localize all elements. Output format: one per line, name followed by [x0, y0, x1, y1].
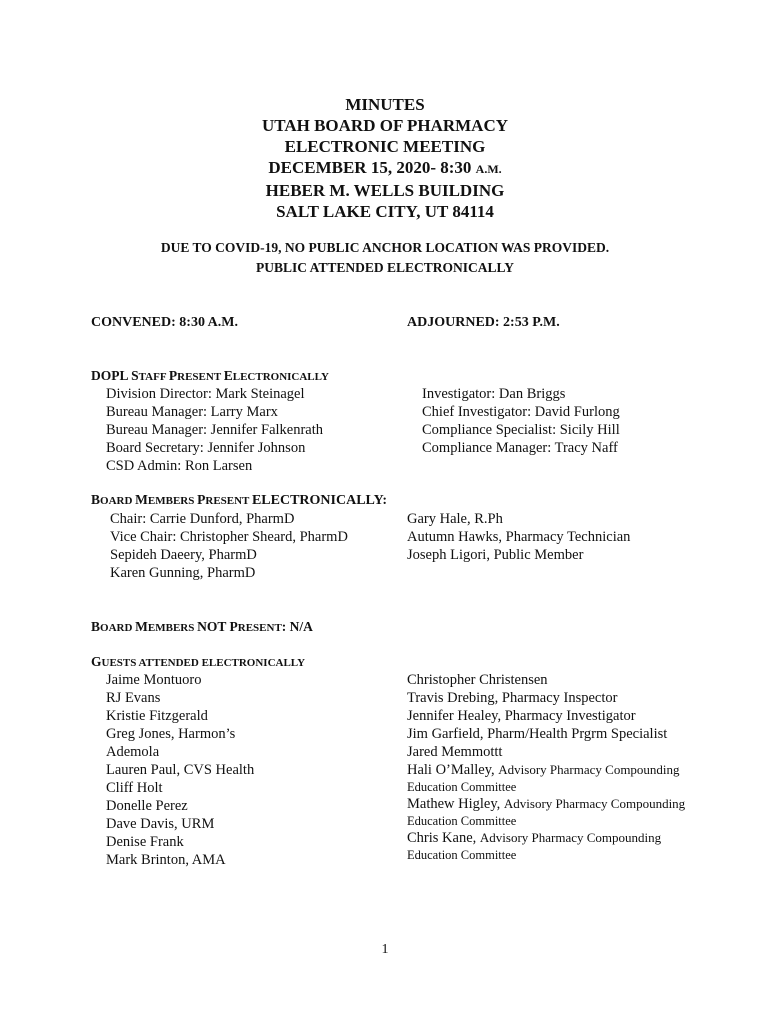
title-line: UTAH BOARD OF PHARMACY	[261, 116, 508, 135]
staff-member: Division Director: Mark Steinagel	[106, 386, 305, 402]
board-member: Vice Chair: Christopher Sheard, PharmD	[110, 529, 348, 545]
staff-member: Bureau Manager: Jennifer Falkenrath	[106, 422, 324, 438]
location-line: HEBER M. WELLS BUILDING	[265, 181, 505, 200]
guest-role-cont: Education Committee	[407, 814, 517, 828]
guest: Kristie Fitzgerald	[106, 708, 208, 724]
board-member: Sepideh Daeery, PharmD	[110, 547, 257, 563]
staff-list-left	[106, 385, 323, 475]
guest-compound	[407, 795, 685, 829]
heading-part: NOT P	[197, 619, 238, 634]
guest: Jennifer Healey, Pharmacy Investigator	[407, 708, 636, 724]
heading-part: B	[91, 619, 101, 634]
notice-line: PUBLIC ATTENDED ELECTRONICALLY	[255, 260, 515, 275]
guest-role-cont: Education Committee	[407, 780, 517, 794]
board-member: Joseph Ligori, Public Member	[407, 547, 584, 563]
covid-notice	[0, 238, 770, 278]
staff-member: CSD Admin: Ron Larsen	[106, 458, 253, 474]
guest-compound	[407, 761, 685, 795]
staff-member: Compliance Manager: Tracy Naff	[422, 440, 618, 456]
heading-part: : N/A	[281, 619, 313, 634]
guest: Travis Drebing, Pharmacy Inspector	[407, 690, 618, 706]
heading-part: M	[135, 492, 148, 507]
guest: Christopher Christensen	[407, 672, 548, 688]
heading-part: RESENT	[205, 495, 252, 507]
board-member: Karen Gunning, PharmD	[110, 565, 256, 581]
meeting-date	[0, 157, 770, 180]
guest-role-cont: Education Committee	[407, 848, 517, 862]
board-member: Chair: Carrie Dunford, PharmD	[110, 511, 295, 527]
guest-compound	[407, 829, 685, 863]
guest-list-left	[106, 671, 254, 869]
date-ampm: A.M.	[475, 162, 502, 176]
guest-name: Chris Kane,	[407, 830, 480, 846]
heading-part: UESTS ATTENDED ELECTRONICALLY	[101, 657, 306, 669]
convened-time: CONVENED: 8:30 A.M.	[91, 315, 238, 330]
heading-part: EMBERS	[147, 495, 198, 507]
heading-part: P	[197, 492, 206, 507]
guest: Donelle Perez	[106, 798, 188, 814]
heading-part: G	[91, 654, 102, 669]
heading-part: EMBERS	[147, 622, 198, 634]
guest: Mark Brinton, AMA	[106, 852, 226, 868]
board-list-left	[110, 510, 348, 582]
guest: Lauren Paul, CVS Health	[106, 762, 255, 778]
guest: Denise Frank	[106, 834, 184, 850]
title-line: ELECTRONIC MEETING	[284, 137, 486, 156]
date-text: DECEMBER 15, 2020- 8:30	[268, 158, 476, 177]
guest: Dave Davis, URM	[106, 816, 215, 832]
document-title	[0, 94, 770, 222]
board-member: Gary Hale, R.Ph	[407, 511, 503, 527]
guest-name: Hali O’Malley,	[407, 762, 499, 778]
heading-part: TAFF	[138, 371, 169, 383]
staff-member: Bureau Manager: Larry Marx	[106, 404, 278, 420]
title-line: MINUTES	[345, 95, 425, 114]
heading-part: RESENT	[177, 371, 224, 383]
staff-list-right	[422, 385, 620, 457]
page-number: 1	[381, 942, 389, 957]
guest: Jared Memmottt	[407, 744, 503, 760]
staff-member: Chief Investigator: David Furlong	[422, 404, 620, 420]
heading-part: OARD	[100, 495, 136, 507]
guests-heading	[91, 654, 305, 670]
staff-member: Investigator: Dan Briggs	[422, 386, 566, 402]
board-member: Autumn Hawks, Pharmacy Technician	[407, 529, 631, 545]
notice-line: DUE TO COVID-19, NO PUBLIC ANCHOR LOCATION WAS PROVIDED.	[160, 240, 610, 255]
staff-member: Board Secretary: Jennifer Johnson	[106, 440, 306, 456]
location-line: SALT LAKE CITY, UT 84114	[276, 202, 494, 221]
board-not-present-heading	[91, 619, 313, 635]
heading-part: P	[168, 368, 178, 383]
staff-heading	[91, 368, 329, 384]
guest-list-right	[407, 671, 685, 863]
heading-part: ELECTRONICALLY:	[251, 493, 388, 508]
guest: Cliff Holt	[106, 780, 163, 796]
guest: Greg Jones, Harmon’s	[106, 726, 236, 742]
staff-member: Compliance Specialist: Sicily Hill	[422, 422, 620, 438]
board-list-right	[407, 510, 630, 564]
heading-part: B	[91, 492, 101, 507]
guest: Jim Garfield, Pharm/Health Prgrm Specialist	[407, 726, 668, 742]
heading-part: DOPL S	[91, 368, 139, 383]
guest: RJ Evans	[106, 690, 161, 706]
guest-role: Advisory Pharmacy Compounding	[498, 762, 680, 777]
guest-role: Advisory Pharmacy Compounding	[503, 796, 686, 811]
heading-part: M	[135, 619, 148, 634]
guest: Jaime Montuoro	[106, 672, 202, 688]
guest: Ademola	[106, 744, 160, 760]
guest-name: Mathew Higley,	[407, 796, 504, 812]
heading-part: OARD	[100, 622, 136, 634]
heading-part: E	[223, 368, 233, 383]
adjourned-time: ADJOURNED: 2:53 P.M.	[407, 315, 560, 330]
heading-part: RESENT	[237, 622, 282, 634]
board-present-heading	[91, 492, 387, 509]
heading-part: LECTRONICALLY	[232, 371, 329, 383]
guest-role: Advisory Pharmacy Compounding	[479, 830, 662, 845]
